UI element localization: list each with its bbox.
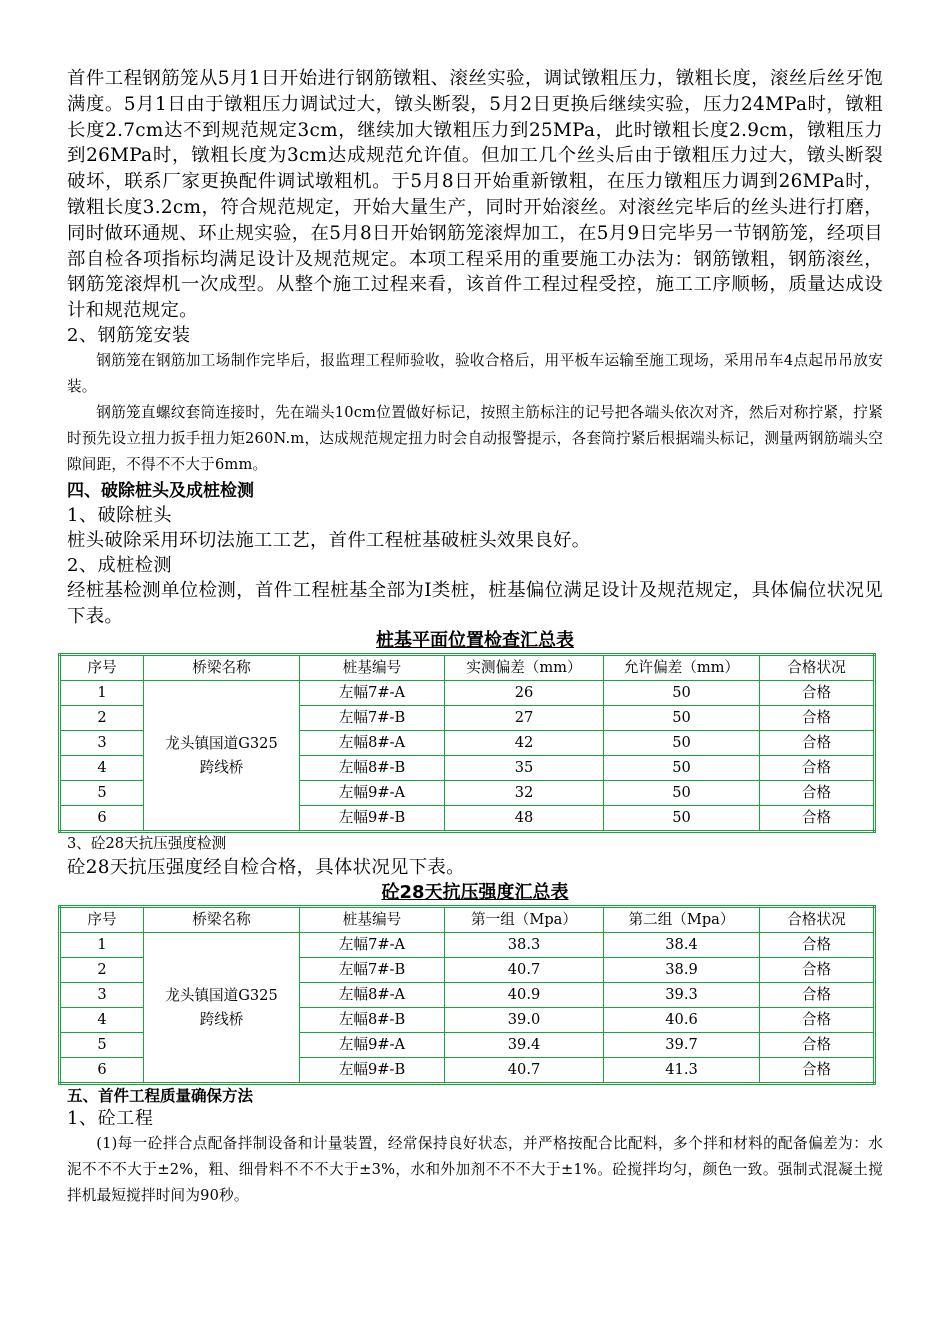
- status-cell: 合格: [760, 681, 875, 706]
- status-cell: 合格: [760, 1058, 875, 1084]
- group2-strength: 39.7: [604, 1033, 760, 1058]
- group2-strength: 41.3: [604, 1058, 760, 1084]
- measured-deviation: 27: [445, 706, 604, 731]
- allowed-deviation: 50: [604, 781, 760, 806]
- bridge-name-cell: [144, 933, 300, 1084]
- table-header-row: [60, 907, 875, 933]
- compressive-strength-table: [58, 905, 876, 1085]
- status-cell: 合格: [760, 983, 875, 1008]
- row-number: 2: [60, 706, 144, 731]
- pile-id: 左幅9#-B: [300, 1058, 445, 1084]
- bridge-name-line1: 龙头镇国道G325: [165, 734, 278, 752]
- cage-install-para2: 钢筋笼直螺纹套筒连接时，先在端头10cm位置做好标记，按照主筋标注的记号把各端头依次对齐，然后对称拧紧，拧紧时预先设立扭力扳手扭力矩260N.m，达成规范规定扭力时会自动报警提示，各套筒拧紧后根据端头标记，测量两钢筋端头空隙间距，不得不不大于6mm。: [67, 403, 883, 473]
- document-page: [67, 66, 883, 1209]
- status-cell: 合格: [760, 958, 875, 983]
- intro-paragraph: 首件工程钢筋笼从5月1日开始进行钢筋镦粗、滚丝实验，调试镦粗压力，镦粗长度，滚丝后丝牙饱满度。5月1日由于镦粗压力调试过大，镦头断裂，5月2日更换后继续实验，压力24MPa时，镦粗长度2.7cm达不到规范规定3cm，继续加大镦粗压力到25MPa，此时镦粗长度2.9cm，镦粗压力到26MPa时，镦粗长度为3cm达成规范允许值。但加工几个丝头后由于镦粗压力过大，镦头断裂破坏，联系厂家更换配件调试墩粗机。于5月8日开始重新镦粗，在压力镦粗压力调到26MPa时，镦粗长度3.2cm，符合规范规定，开始大量生产，同时开始滚丝。对滚丝完毕后的丝头进行打磨，同时做环通规、环止规实验，在5月8日开始钢筋笼滚焊加工，在5月9日完毕另一节钢筋笼，经项目部自检各项指标均满足设计及规范规定。本项工程采用的重要施工办法为：钢筋镦粗，钢筋滚丝，钢筋笼滚焊机一次成型。从整个施工过程来看，该首件工程过程受控，施工工序顺畅，质量达成设计和规范规定。: [67, 68, 883, 322]
- group2-strength: 38.4: [604, 933, 760, 958]
- status-cell: 合格: [760, 731, 875, 756]
- row-number: 3: [60, 731, 144, 756]
- pile-id: 左幅8#-A: [300, 731, 445, 756]
- table1-title: 桩基平面位置检查汇总表: [376, 630, 574, 652]
- measured-deviation: 26: [445, 681, 604, 706]
- table-row: [60, 933, 875, 958]
- group2-strength: 39.3: [604, 983, 760, 1008]
- strength-text: 砼28天抗压强度经自检合格，具体状况见下表。: [67, 857, 465, 879]
- status-cell: 合格: [760, 756, 875, 781]
- status-cell: 合格: [760, 706, 875, 731]
- status-cell: 合格: [760, 1008, 875, 1033]
- row-number: 5: [60, 1033, 144, 1058]
- bridge-name-line2: 跨线桥: [199, 758, 244, 776]
- section4-sub2-text: 经桩基检测单位检测，首件工程桩基全部为I类桩，桩基偏位满足设计及规范规定，具体偏位状况见下表。: [67, 579, 883, 627]
- pile-id: 左幅8#-B: [300, 756, 445, 781]
- group2-strength: 38.9: [604, 958, 760, 983]
- row-number: 4: [60, 1008, 144, 1033]
- section5-sub1-heading: 1、砼工程: [67, 1108, 154, 1130]
- status-cell: 合格: [760, 806, 875, 832]
- pile-id: 左幅9#-B: [300, 806, 445, 832]
- group1-strength: 39.4: [445, 1033, 604, 1058]
- pile-id: 左幅7#-A: [300, 681, 445, 706]
- header-cell: 桥梁名称: [144, 655, 300, 681]
- allowed-deviation: 50: [604, 681, 760, 706]
- measured-deviation: 35: [445, 756, 604, 781]
- allowed-deviation: 50: [604, 806, 760, 832]
- section4-title: 四、破除桩头及成桩检测: [67, 480, 254, 501]
- strength-heading: 3、砼28天抗压强度检测: [67, 835, 227, 853]
- pile-id: 左幅8#-B: [300, 1008, 445, 1033]
- pile-position-table: [58, 653, 876, 833]
- section4-sub1-heading: 1、破除桩头: [67, 504, 173, 526]
- allowed-deviation: 50: [604, 756, 760, 781]
- bridge-name-line1: 龙头镇国道G325: [165, 986, 278, 1004]
- group1-strength: 38.3: [445, 933, 604, 958]
- group1-strength: 40.7: [445, 958, 604, 983]
- group2-strength: 40.6: [604, 1008, 760, 1033]
- cage-install-para1: 钢筋笼在钢筋加工场制作完毕后，报监理工程师验收，验收合格后，用平板车运输至施工现场，采用吊车4点起吊吊放安装。: [67, 351, 883, 395]
- table-header-row: [60, 655, 875, 681]
- pile-id: 左幅7#-B: [300, 958, 445, 983]
- cage-install-heading: 2、钢筋笼安装: [67, 324, 191, 346]
- header-cell: 合格状况: [760, 907, 875, 933]
- group1-strength: 40.9: [445, 983, 604, 1008]
- row-number: 5: [60, 781, 144, 806]
- header-cell: 第二组（Mpa）: [604, 907, 760, 933]
- measured-deviation: 48: [445, 806, 604, 832]
- table2-title: 砼28天抗压强度汇总表: [381, 882, 569, 904]
- row-number: 6: [60, 1058, 144, 1084]
- bridge-name-line2: 跨线桥: [199, 1010, 244, 1028]
- pile-id: 左幅7#-B: [300, 706, 445, 731]
- status-cell: 合格: [760, 933, 875, 958]
- header-cell: 桩基编号: [300, 907, 445, 933]
- allowed-deviation: 50: [604, 706, 760, 731]
- row-number: 3: [60, 983, 144, 1008]
- allowed-deviation: 50: [604, 731, 760, 756]
- table-row: [60, 681, 875, 706]
- measured-deviation: 42: [445, 731, 604, 756]
- header-cell: 序号: [60, 655, 144, 681]
- row-number: 1: [60, 681, 144, 706]
- group1-strength: 40.7: [445, 1058, 604, 1084]
- pile-id: 左幅9#-A: [300, 1033, 445, 1058]
- section5-title: 五、首件工程质量确保方法: [67, 1087, 254, 1106]
- row-number: 2: [60, 958, 144, 983]
- section4-sub2-heading: 2、成桩检测: [67, 554, 173, 576]
- row-number: 4: [60, 756, 144, 781]
- header-cell: 允许偏差（mm）: [604, 655, 760, 681]
- status-cell: 合格: [760, 781, 875, 806]
- pile-id: 左幅8#-A: [300, 983, 445, 1008]
- row-number: 6: [60, 806, 144, 832]
- header-cell: 合格状况: [760, 655, 875, 681]
- group1-strength: 39.0: [445, 1008, 604, 1033]
- row-number: 1: [60, 933, 144, 958]
- bridge-name-cell: [144, 681, 300, 832]
- header-cell: 桩基编号: [300, 655, 445, 681]
- section5-para1: (1)每一砼拌合点配备拌制设备和计量装置，经常保持良好状态，并严格按配合比配料，多个拌和材料的配备偏差为：水泥不不不大于±2%，粗、细骨料不不不大于±3%，水和外加剂不不不大于±1%。砼搅拌均匀，颜色一致。强制式混凝土搅拌机最短搅拌时间为90秒。: [67, 1135, 883, 1205]
- status-cell: 合格: [760, 1033, 875, 1058]
- header-cell: 桥梁名称: [144, 907, 300, 933]
- measured-deviation: 32: [445, 781, 604, 806]
- header-cell: 实测偏差（mm）: [445, 655, 604, 681]
- section4-sub1-text: 桩头破除采用环切法施工工艺，首件工程桩基破桩头效果良好。: [67, 529, 591, 551]
- header-cell: 序号: [60, 907, 144, 933]
- pile-id: 左幅9#-A: [300, 781, 445, 806]
- header-cell: 第一组（Mpa）: [445, 907, 604, 933]
- pile-id: 左幅7#-A: [300, 933, 445, 958]
